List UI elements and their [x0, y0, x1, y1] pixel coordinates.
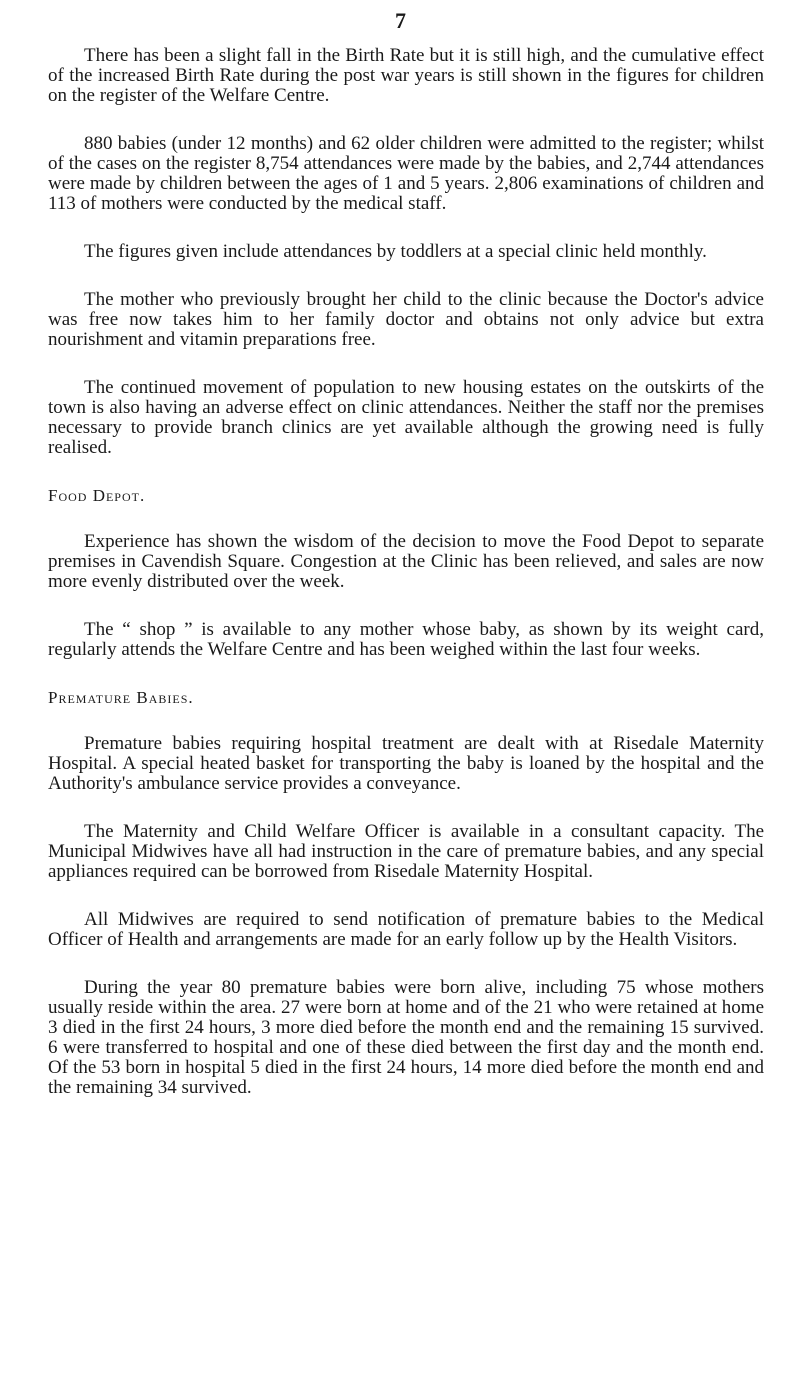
paragraph-register-attendances: 880 babies (under 12 months) and 62 older children were admitted to the register; whilst of the cases on the register 8,754 attendances were made by the babies, and 2,744 attendances were made by children between the ages of 1 and 5 years. 2,806 examinations of children and 113 of mothers were conducted by the medical staff.	[48, 133, 764, 214]
page-number: 7	[395, 8, 406, 33]
page-body	[48, 46, 764, 1126]
paragraph-birth-rate: There has been a slight fall in the Birth Rate but it is still high, and the cumulative effect of the increased Birth Rate during the post war years is still shown in the figures for children on the register of the Welfare Centre.	[48, 45, 764, 106]
section-heading-premature-babies: Premature Babies.	[48, 688, 194, 707]
paragraph-hospital-treatment: Premature babies requiring hospital treatment are dealt with at Risedale Maternity Hospital. A special heated basket for transporting the baby is loaned by the hospital and the Authority's ambulance service provides a conveyance.	[48, 733, 764, 794]
section-heading-food-depot: Food Depot.	[48, 486, 146, 505]
paragraph-shop-availability: The “ shop ” is available to any mother whose baby, as shown by its weight card, regularly attends the Welfare Centre and has been weighed within the last four weeks.	[48, 619, 764, 660]
paragraph-food-depot-move: Experience has shown the wisdom of the decision to move the Food Depot to separate premises in Cavendish Square. Congestion at the Clinic has been relieved, and sales are now more evenly distributed over the week.	[48, 531, 764, 592]
paragraph-welfare-officer: The Maternity and Child Welfare Officer is available in a consultant capacity. The Municipal Midwives have all had instruction in the care of premature babies, and any special appliances required can be borrowed from Risedale Maternity Hospital.	[48, 821, 764, 882]
paragraph-notification: All Midwives are required to send notification of premature babies to the Medical Officer of Health and arrangements are made for an early follow up by the Health Visitors.	[48, 909, 764, 950]
paragraph-housing-estates: The continued movement of population to new housing estates on the outskirts of the town is also having an adverse effect on clinic attendances. Neither the staff nor the premises necessary to provide branch clinics are yet available although the growing need is fully realised.	[48, 377, 764, 458]
paragraph-premature-statistics: During the year 80 premature babies were born alive, including 75 whose mothers usually reside within the area. 27 were born at home and of the 21 who were retained at home 3 died in the first 24 hours, 3 more died before the month end and the remaining 15 survived. 6 were transferred to hospital and one of these died between the first day and the month end. Of the 53 born in hospital 5 died in the first 24 hours, 14 more died before the month end and the remaining 34 survived.	[48, 977, 764, 1098]
paragraph-toddler-clinic: The figures given include attendances by toddlers at a special clinic held monthly.	[84, 241, 707, 262]
paragraph-family-doctor: The mother who previously brought her child to the clinic because the Doctor's advice was free now takes him to her family doctor and obtains not only advice but extra nourishment and vitamin preparations free.	[48, 289, 764, 350]
